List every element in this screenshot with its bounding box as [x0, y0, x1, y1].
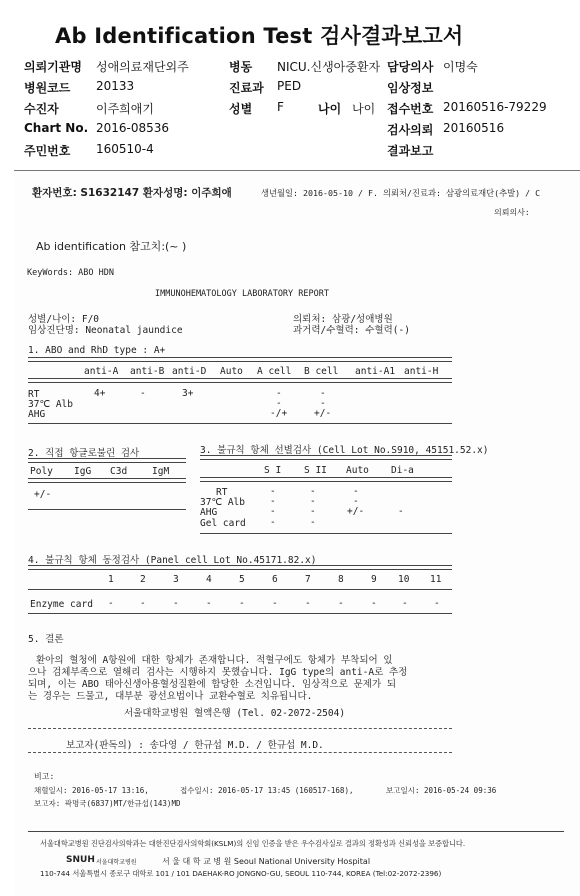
patient-value: 이주희애기 — [96, 102, 154, 116]
sec4-cell: - — [402, 598, 408, 609]
sec4-cell: - — [371, 598, 377, 609]
institution-label: 의뢰기관명 — [24, 60, 82, 74]
hospital-address: 110-744 서울특별시 종로구 대학로 101 / 101 DAEHAK-RO JONGNO-GU, SEOUL 110-744, KOREA (Tel:02-2072-2396) — [40, 869, 442, 878]
sec1-row-label: 37℃ Alb — [28, 399, 73, 410]
sec3-col-dia: Di-a — [391, 465, 414, 476]
sec3-cell: +/- — [347, 506, 365, 517]
sec2-col-c3d: C3d — [110, 466, 128, 477]
sec2-col-igm: IgM — [152, 466, 170, 477]
sec4-col: 7 — [305, 574, 311, 585]
sec3-cell: - — [398, 506, 404, 517]
ward-value: NICU.신생아중환자 — [277, 60, 381, 74]
receipt-no-label: 접수번호 — [387, 102, 434, 116]
sec4-cell: - — [338, 598, 344, 609]
sec4-col: 8 — [338, 574, 344, 585]
sec1-col-anti-d: anti-D — [172, 366, 207, 377]
sec4-cell: - — [305, 598, 311, 609]
sec4-cell: - — [272, 598, 278, 609]
patient-line: 환자번호: S1632147 환자성명: 이주희애 — [32, 187, 232, 199]
sec3-cell: - — [353, 496, 359, 507]
sec1-col-anti-b: anti-B — [130, 366, 165, 377]
conclusion-line: 는 경우는 드물고, 대부분 광선요법이나 교환수혈로 치유됩니다. — [28, 691, 313, 702]
conclusion-line: 으나 검체부족으로 열해리 검사는 시행하지 못했습니다. IgG type의 anti-A로 추정 — [28, 667, 408, 678]
sec4-col: 4 — [206, 574, 212, 585]
sec4-col: 9 — [371, 574, 377, 585]
sec1-cell: - — [320, 388, 326, 399]
ward-label: 병동 — [229, 60, 253, 74]
request-label: 검사의뢰 — [387, 123, 434, 137]
sec1-col-anti-a1: anti-A1 — [355, 366, 396, 377]
sec3-cell: - — [310, 496, 316, 507]
sec3-cell: - — [270, 517, 276, 528]
certification-note: 서울대학교병원 진단검사의학과는 대한진단검사의학회(KSLM)의 신임 인증을 받은 우수검사실로 결과의 정확성과 신뢰성을 보증합니다. — [40, 839, 466, 848]
collect-time: 채혈일시: 2016-05-17 13:16, — [34, 786, 149, 795]
sec5-heading: 5. 결론 — [28, 634, 64, 645]
receive-time: 접수일시: 2016-05-17 13:45 (160517-168), — [180, 786, 354, 795]
result-report-label: 결과보고 — [387, 144, 434, 158]
sec4-col: 11 — [430, 574, 442, 585]
sec2-result: +/- — [34, 489, 52, 500]
history: 과거력/수혈력: 수혈력(-) — [293, 325, 410, 336]
sec3-cell: - — [310, 517, 316, 528]
divider — [28, 478, 186, 483]
doctor-label: 담당의사 — [387, 60, 434, 74]
sex-age: 성별/나이: F/0 — [28, 314, 100, 325]
sex-value: F — [277, 100, 284, 114]
chart-no-label: Chart No. — [24, 121, 89, 135]
conclusion-line: 되며, 이는 ABO 태아신생아용혈성질환에 합당한 소견입니다. 임상적으로 문제가 되 — [28, 679, 397, 690]
sec3-col-auto: Auto — [346, 465, 369, 476]
chart-no-value: 2016-08536 — [96, 121, 170, 135]
sec1-col-anti-h: anti-H — [404, 366, 439, 377]
sec4-cell: - — [434, 598, 440, 609]
report-title: Ab Identification Test 검사결과보고서 — [55, 24, 464, 48]
sec4-col: 10 — [398, 574, 410, 585]
sec2-heading: 2. 직접 항글로불린 검사 — [28, 448, 140, 459]
reporters-line: 보고자: 곽명국(6837)MT/한규섭(143)MD — [34, 799, 181, 808]
divider — [28, 728, 452, 729]
sec4-row-label: Enzyme card — [30, 599, 93, 610]
scanned-report — [14, 170, 580, 896]
snuh-logo-sub: 서울대학교병원 — [96, 859, 137, 866]
sec3-cell: - — [270, 486, 276, 497]
age-value: 나이 — [352, 102, 376, 116]
snuh-logo: SNUH — [66, 855, 95, 865]
divider — [200, 477, 452, 482]
sec4-heading: 4. 불규칙 항체 동정검사 (Panel cell Lot No.45171.82.x) — [28, 555, 317, 566]
blood-bank-signature: 서울대학교병원 혈액은행 (Tel. 02-2072-2504) — [124, 708, 346, 719]
institution-value: 성애의료재단외주 — [96, 60, 189, 74]
sec3-row-label: 37℃ Alb — [200, 497, 245, 508]
referral: 의뢰처: 삼광/성애병원 — [293, 314, 393, 325]
receipt-no-value: 20160516-79229 — [443, 100, 547, 114]
sec4-col: 1 — [108, 574, 114, 585]
keywords: KeyWords: ABO HDN — [27, 268, 114, 278]
sec1-col-b-cell: B cell — [304, 366, 339, 377]
ab-id-title: Ab identification 참고치:(~ ) — [36, 240, 187, 253]
divider — [28, 565, 452, 570]
department-value: PED — [277, 79, 302, 93]
age-label: 나이 — [318, 102, 342, 116]
divider — [28, 613, 452, 614]
resident-no-label: 주민번호 — [24, 144, 71, 158]
request-value: 20160516 — [443, 121, 505, 135]
sec1-cell: - — [320, 398, 326, 409]
sec1-col-anti-a: anti-A — [84, 366, 119, 377]
divider — [28, 357, 452, 362]
sec3-heading: 3. 불규칙 항체 선별검사 (Cell Lot No.S910, 45151.52.x) — [200, 445, 489, 456]
divider — [28, 423, 452, 424]
sec1-row-label: AHG — [28, 409, 46, 420]
divider — [28, 752, 452, 753]
sec3-cell: - — [270, 506, 276, 517]
sec3-row-label: RT — [216, 487, 228, 498]
sec1-cell: +/- — [314, 408, 332, 419]
physician-line: 의뢰의사: — [494, 208, 530, 217]
hospital-name: 서 울 대 학 교 병 원 Seoul National University Hospital — [162, 857, 371, 866]
sec4-col: 5 — [239, 574, 245, 585]
report-time: 보고일시: 2016-05-24 09:36 — [386, 786, 497, 795]
divider — [28, 831, 564, 832]
sec4-cell: - — [239, 598, 245, 609]
sec3-col-si: S I — [264, 465, 282, 476]
sec2-col-poly: Poly — [30, 466, 53, 477]
divider — [28, 509, 186, 510]
sec3-cell: - — [353, 486, 359, 497]
resident-no-value: 160510-4 — [96, 142, 154, 156]
sec4-cell: - — [206, 598, 212, 609]
patient-label: 수진자 — [24, 102, 59, 116]
divider — [200, 455, 452, 460]
sec3-row-label: AHG — [200, 507, 218, 518]
patient-line-tail: 생년월일: 2016-05-10 / F. 의뢰처/진료과: 삼광의료재단(추발) / C — [261, 188, 541, 198]
sex-label: 성별 — [229, 102, 253, 116]
sec3-row-label: Gel card — [200, 518, 246, 529]
sec1-row-label: RT — [28, 389, 40, 400]
lab-report-title: IMMUNOHEMATOLOGY LABORATORY REPORT — [155, 289, 329, 299]
sec1-col-auto: Auto — [220, 366, 243, 377]
sec3-cell: - — [310, 506, 316, 517]
sec1-cell: 4+ — [94, 388, 106, 399]
sec3-cell: - — [270, 496, 276, 507]
sec1-heading: 1. ABO and RhD type : A+ — [28, 345, 166, 356]
divider — [200, 533, 452, 534]
sec3-col-sii: S II — [304, 465, 327, 476]
sec1-cell: - — [140, 388, 146, 399]
sec4-col: 2 — [140, 574, 146, 585]
sec4-cell: - — [173, 598, 179, 609]
diagnosis: 임상진단명: Neonatal jaundice — [28, 325, 183, 336]
department-label: 진료과 — [229, 81, 264, 95]
sec1-col-a-cell: A cell — [257, 366, 292, 377]
divider — [28, 378, 452, 383]
sec1-cell: 3+ — [182, 388, 194, 399]
reporter-line: 보고자(판독의) : 송다영 / 한규섭 M.D. / 한규섭 M.D. — [66, 740, 324, 751]
doctor-value: 이명숙 — [443, 60, 478, 74]
sec2-col-igg: IgG — [74, 466, 92, 477]
sec4-cell: - — [140, 598, 146, 609]
conclusion-line: 환아의 혈청에 A항원에 대한 항체가 존재합니다. 적혈구에도 항체가 부착되어 있 — [36, 655, 393, 666]
divider — [28, 589, 452, 590]
sec4-col: 3 — [173, 574, 179, 585]
clinical-info-label: 임상정보 — [387, 81, 434, 95]
sec3-cell: - — [310, 486, 316, 497]
sec4-cell: - — [108, 598, 114, 609]
sec1-cell: - — [276, 398, 282, 409]
hospital-code-value: 20133 — [96, 79, 135, 93]
remarks-label: 비고: — [34, 772, 55, 781]
sec4-col: 6 — [272, 574, 278, 585]
sec1-cell: - — [276, 388, 282, 399]
sec1-cell: -/+ — [270, 408, 288, 419]
divider — [28, 458, 186, 463]
hospital-code-label: 병원코드 — [24, 81, 71, 95]
